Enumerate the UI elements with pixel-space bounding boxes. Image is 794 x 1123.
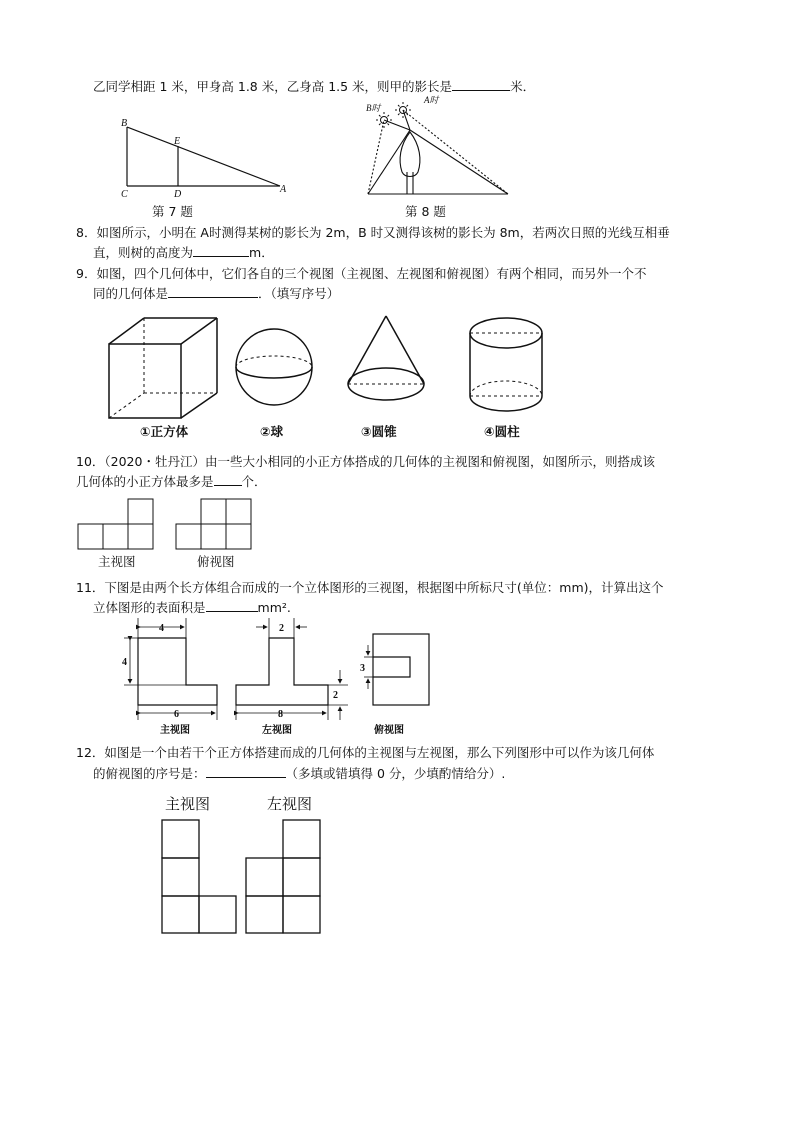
q10-front-caption: 主视图: [98, 554, 136, 569]
fig8-caption: 第 8 题: [405, 204, 446, 219]
q11-text-line1: 11．下图是由两个长方体组合而成的一个立体图形的三视图，根据图中所标尺寸(单位：mm)，计算出这个: [76, 580, 664, 595]
fig7-caption: 第 7 题: [152, 204, 193, 219]
fig8-label-a-time: A时: [424, 95, 439, 105]
q10-text-line1: 10．（2020・牡丹江）由一些大小相同的小正方体搭成的几何体的主视图和俯视图，如图所示，则搭成该: [76, 454, 655, 469]
fig7-label-b: B: [121, 118, 128, 129]
q11-dim-top-width: 3: [360, 663, 365, 674]
q11-dim-left-top: 2: [279, 623, 284, 634]
q7-text-line: 乙同学相距 1 米，甲身高 1.8 米，乙身高 1.5 米，则甲的影长是 米．: [93, 79, 536, 94]
q8-text-line1: 8．如图所示，小明在 A时测得某树的影长为 2m，B 时又测得该树的影长为 8m，若两次日照的光线互相垂: [76, 225, 670, 240]
q12-front-caption: 主视图: [165, 795, 211, 813]
q10-text-line2: 几何体的小正方体最多是 个．: [76, 474, 267, 489]
q11-left-caption: 左视图: [262, 725, 292, 736]
q11-dim-front-base: 6: [174, 709, 179, 720]
q11-dim-left-base: 8: [278, 709, 283, 720]
shape-label-cylinder: ④圆柱: [484, 424, 520, 439]
q11-text-line2: 立体图形的表面积是 mm².: [93, 600, 291, 615]
fig7-label-c: C: [121, 189, 128, 200]
q8-text-line2: 直，则树的高度为 m．: [93, 245, 274, 260]
q11-top-caption: 俯视图: [374, 725, 404, 736]
q12-left-view: [246, 820, 320, 933]
fig7-label-e: E: [174, 136, 181, 147]
q12-text-line1: 12．如图是一个由若干个正方体搭建而成的几何体的主视图与左视图，那么下列图形中可以作为该几何体: [76, 745, 655, 760]
q11-dim-front-top: 4: [159, 623, 164, 634]
shape-label-cube: ①正方体: [140, 424, 189, 439]
q10-top-caption: 俯视图: [197, 554, 235, 569]
q11-dim-front-height: 4: [122, 657, 127, 668]
fig8-label-b-time: B时: [366, 103, 381, 113]
q9-text-line2: 同的几何体是 ．（填写序号）: [93, 286, 340, 301]
q12-front-view: [162, 820, 236, 933]
q12-left-caption: 左视图: [267, 795, 313, 813]
q11-dim-left-height: 2: [333, 690, 338, 701]
shape-label-cone: ③圆锥: [361, 424, 397, 439]
q11-front-caption: 主视图: [160, 725, 190, 736]
q12-text-line2: 的俯视图的序号是： （多填或错填得 0 分，少填酌情给分）.: [93, 766, 506, 781]
q9-text-line1: 9．如图，四个几何体中，它们各自的三个视图（主视图、左视图和俯视图）有两个相同，而另外一个不: [76, 266, 647, 281]
fig7-label-a: A: [280, 184, 287, 195]
fig7-label-d: D: [174, 189, 182, 200]
shape-label-sphere: ②球: [260, 424, 284, 439]
